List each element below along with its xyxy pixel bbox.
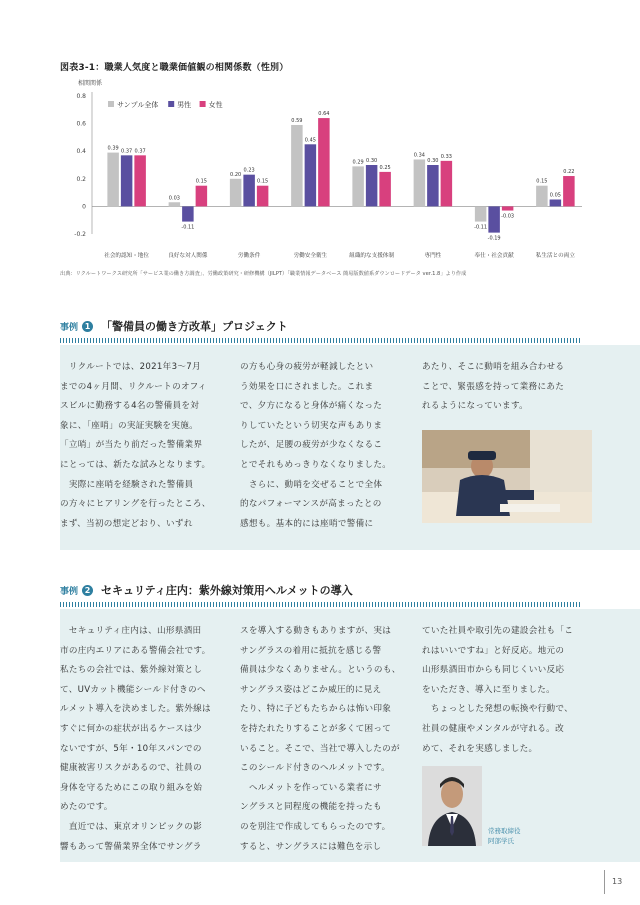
data-label: -0.11 — [181, 224, 195, 231]
data-label: -0.19 — [487, 235, 501, 242]
bar — [550, 200, 562, 207]
bar — [243, 175, 255, 207]
data-label: 0.05 — [549, 192, 561, 199]
case1-text-col1: リクルートでは、2021年3～7月 までの4ヶ月間、リクルートのオフィ スビルに勤務する4名の警備員を対 象に、「座哨」の実証実験を実施。 「立哨」が当たり前だった警備業界 にとっては、新たな試みとなります。 実際に座哨を経験された警備員 の方々にヒアリングを行ったところ、 まず、当初の想定どおり、いずれ — [60, 362, 211, 529]
bar — [536, 186, 548, 207]
case2-divider — [60, 602, 582, 607]
bar — [352, 166, 364, 206]
bar — [441, 161, 453, 207]
bar — [196, 186, 208, 207]
bar — [427, 165, 439, 206]
bar — [134, 155, 146, 206]
case1-text-col3: あたり、そこに動哨を組み合わせる ことで、緊張感を持って業務にあた れるようになっています。 — [422, 362, 565, 412]
case2-label: 事例 — [60, 586, 79, 597]
case2-text-col1: セキュリティ庄内は、山形県酒田 市の庄内エリアにある警備会社です。 私たちの会社では、紫外線対策とし て、UVカット機能シールド付きのヘ ルメット導入を決めました。紫外線は すぐに何かの症状が出るケースは少 ないですが、5年・10年スパンでの 健康被害リスクがあるので、社員の 身体を守るためにこの取り組みを始 めたのです。 直近では、東京オリンピックの影 響もあって警備業界全体でサングラ — [60, 626, 211, 852]
data-label: 0.30 — [427, 158, 439, 164]
data-label: 0.30 — [366, 158, 378, 164]
y-axis-title: 相関関係 — [78, 80, 103, 87]
figure-title: 図表3-1：職業人気度と職業価値観の相関係数（性別） — [60, 63, 289, 73]
data-label: 0.59 — [291, 117, 303, 124]
bar — [291, 125, 303, 206]
correlation-bar-chart — [0, 0, 640, 265]
data-label: 0.37 — [121, 148, 133, 155]
executive-portrait-photo — [422, 766, 482, 846]
bar — [502, 206, 514, 210]
case1-label: 事例 — [60, 322, 79, 333]
x-tick-label: 私生活との両立 — [535, 253, 575, 259]
case1-heading — [60, 318, 288, 334]
bar — [379, 172, 391, 207]
legend-label: 女性 — [208, 101, 223, 109]
figure-source: 出典：リクルートワークス研究所「サービス業の働き方調査」、労働政策研究・研修機構（JILPT）「職業情報データベース 簡易版数値系ダウンロードデータ ver.1.8」より作成 — [60, 271, 467, 277]
data-label: -0.11 — [474, 224, 488, 231]
x-tick-label: 奉仕・社会貢献 — [474, 253, 514, 259]
case2-title: セキュリティ庄内：紫外線対策用ヘルメットの導入 — [101, 584, 353, 597]
bar — [121, 155, 133, 206]
legend-swatch — [108, 101, 114, 107]
legend-label: 男性 — [177, 101, 192, 109]
data-label: 0.64 — [318, 111, 330, 118]
data-label: 0.20 — [230, 171, 242, 178]
page-number-rule — [604, 870, 605, 894]
data-label: 0.29 — [352, 159, 364, 166]
data-label: 0.15 — [257, 178, 269, 185]
x-tick-label: 労働安全衛生 — [293, 253, 328, 259]
bar — [318, 118, 330, 206]
x-tick-label: 労働条件 — [237, 253, 261, 259]
portrait-caption-title: 常務取締役 — [488, 827, 521, 835]
bar — [414, 159, 426, 206]
bar — [107, 153, 119, 207]
x-tick-label: 良好な対人関係 — [168, 253, 208, 259]
data-label: 0.39 — [107, 145, 119, 152]
data-label: 0.22 — [563, 169, 575, 176]
x-tick-label: 組織的な支援体制 — [349, 253, 395, 259]
x-tick-label: 社会的認知・地位 — [104, 253, 150, 259]
data-label: 0.33 — [440, 153, 452, 160]
case2-text-col2: スを導入する動きもありますが、実は サングラスの着用に抵抗を感じる警 備員は少なくありません。というのも、 サングラス姿はどこか威圧的に見え たり、特に子どもたちからは怖い印象 を持たれたりすることが多くて困って いること。そこで、当社で導入したのが このシールド付きのヘルメットです。 ヘルメットを作っている業者にサ ングラスと同程度の機能を持ったも のを別注で作成してもらったのです。 すると、サングラスには難色を示し — [240, 626, 401, 852]
y-tick-label: 0.6 — [76, 120, 86, 128]
seated-guard-photo — [422, 430, 592, 523]
case1-title: 「警備員の働き方改革」プロジェクト — [101, 320, 288, 333]
data-label: 0.15 — [536, 178, 548, 185]
bar — [230, 179, 242, 207]
data-label: 0.15 — [195, 178, 207, 185]
case2-number: 2 — [82, 585, 93, 596]
bar — [488, 206, 500, 232]
y-tick-label: 0.8 — [76, 93, 86, 100]
bar — [182, 206, 194, 221]
data-label: 0.37 — [134, 148, 146, 155]
case2-text-col3: ていた社員や取引先の建設会社も「こ れはいいですね」と好反応。地元の 山形県酒田市からも同じくいい反応 をいただき、導入に至りました。 ちょっとした発想の転換や行動で、 社員の健康やメンタルが守れる。改 めて、それを実感しました。 — [422, 626, 574, 754]
bar — [366, 165, 378, 206]
data-label: 0.45 — [304, 137, 316, 144]
y-tick-label: 0 — [82, 203, 86, 211]
y-tick-label: 0.4 — [76, 148, 86, 156]
portrait-caption-name: 阿部学氏 — [488, 837, 514, 845]
data-label: 0.23 — [243, 167, 255, 174]
data-label: 0.03 — [168, 195, 180, 202]
data-label: 0.25 — [379, 164, 391, 171]
bar — [305, 144, 317, 206]
case1-text-col2: の方も心身の疲労が軽減したとい う効果を口にされました。これま で、夕方になると身体が痛くなった りしていたという切実な声もありま したが、足腰の疲労が少なくなるこ とでそれもめっきりなくなりました。 さらに、動哨を交ぜることで全体 的なパフォーマンスが高まったとの 感想も。基本的には座哨で警備に — [240, 362, 392, 529]
page-number: 13 — [612, 877, 623, 886]
legend-swatch — [168, 101, 174, 107]
bar — [563, 176, 575, 206]
case1-divider — [60, 338, 582, 343]
bar — [257, 186, 269, 207]
case1-number: 1 — [82, 321, 93, 332]
y-tick-label: -0.2 — [74, 231, 86, 238]
legend-label: サンプル全体 — [117, 101, 159, 109]
data-label: 0.34 — [413, 152, 425, 159]
y-tick-label: 0.2 — [76, 175, 86, 183]
x-tick-label: 専門性 — [424, 253, 442, 259]
bar — [475, 206, 487, 221]
data-label: -0.03 — [501, 213, 515, 220]
bar — [169, 202, 181, 206]
legend-swatch — [200, 101, 206, 107]
case2-heading — [60, 582, 353, 598]
